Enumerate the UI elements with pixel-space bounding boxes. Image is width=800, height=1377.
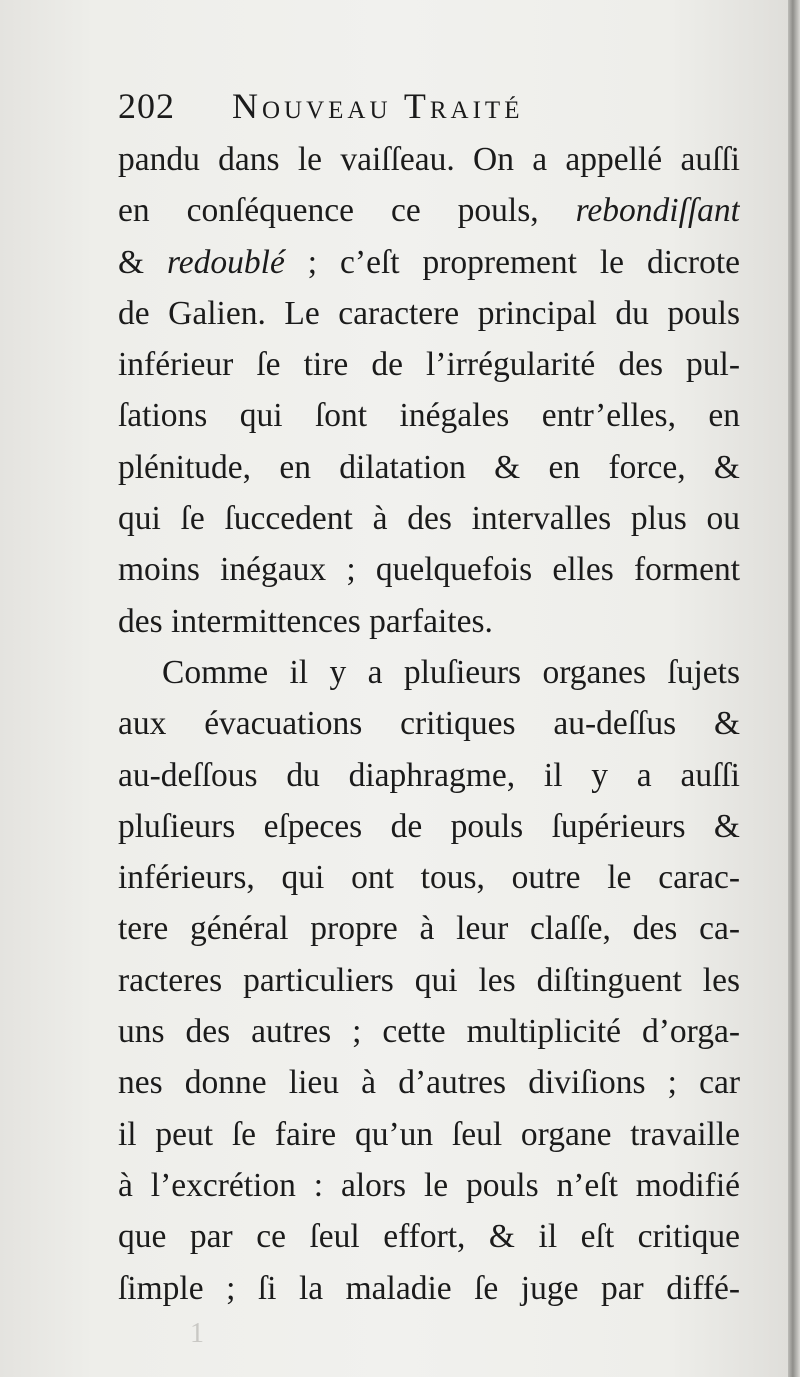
text-line: à l’excrétion : alors le pouls n’eſt modifié bbox=[118, 1166, 740, 1204]
text-line: aux évacuations critiques au-deſſus & bbox=[118, 705, 740, 743]
text-line bbox=[118, 237, 740, 288]
text-line: qui ſe ſuccedent à des intervalles plus ou bbox=[118, 500, 740, 538]
text-line: pluſieurs eſpeces de pouls ſupérieurs & bbox=[118, 807, 740, 845]
text-line: tere général propre à leur claſſe, des ca- bbox=[118, 910, 740, 948]
ampersand: & bbox=[118, 243, 168, 281]
text-line-segment: en conſéquence ce pouls, bbox=[118, 192, 576, 230]
body-text bbox=[118, 134, 740, 1314]
italic-term: redoublé bbox=[167, 243, 285, 281]
text-line: que par ce ſeul effort, & il eſt critique bbox=[118, 1218, 740, 1256]
italic-term: rebondiſſant bbox=[575, 192, 740, 230]
text-line: racteres particuliers qui les diſtinguent les bbox=[118, 961, 740, 999]
page-number: 202 bbox=[118, 86, 175, 126]
text-line: il peut ſe faire qu’un ſeul organe travaille bbox=[118, 1115, 740, 1153]
text-line: au-deſſous du diaphragme, il y a auſſi bbox=[118, 756, 740, 794]
running-title: Nouveau Traité bbox=[232, 86, 524, 126]
bleed-through-mark: 1 bbox=[190, 1318, 204, 1349]
text-line: des intermittences parfaites. bbox=[118, 602, 493, 640]
text-line: moins inégaux ; quelquefois elles forment bbox=[118, 551, 740, 589]
text-line: plénitude, en dilatation & en force, & bbox=[118, 448, 740, 486]
text-line: nes donne lieu à d’autres diviſions ; car bbox=[118, 1064, 740, 1102]
running-head bbox=[118, 86, 738, 126]
text-line bbox=[118, 185, 740, 236]
text-line: de Galien. Le caractere principal du pouls bbox=[118, 294, 740, 332]
text-line: pandu dans le vaiſſeau. On a appellé auſſi bbox=[118, 141, 740, 178]
text-line: ſimple ; ſi la maladie ſe juge par diffé- bbox=[118, 1269, 740, 1307]
text-line: ſations qui ſont inégales entr’elles, en bbox=[118, 397, 740, 435]
text-line: inférieur ſe tire de l’irrégularité des pul- bbox=[118, 346, 740, 384]
page-edge-shadow bbox=[788, 0, 800, 1377]
paragraph-start: Comme il y a pluſieurs organes ſujets bbox=[162, 653, 740, 691]
text-line: uns des autres ; cette multiplicité d’orga- bbox=[118, 1013, 740, 1051]
text-line: inférieurs, qui ont tous, outre le carac- bbox=[118, 859, 740, 897]
text-line-segment: ; c’eſt proprement le dicrote bbox=[284, 243, 740, 281]
